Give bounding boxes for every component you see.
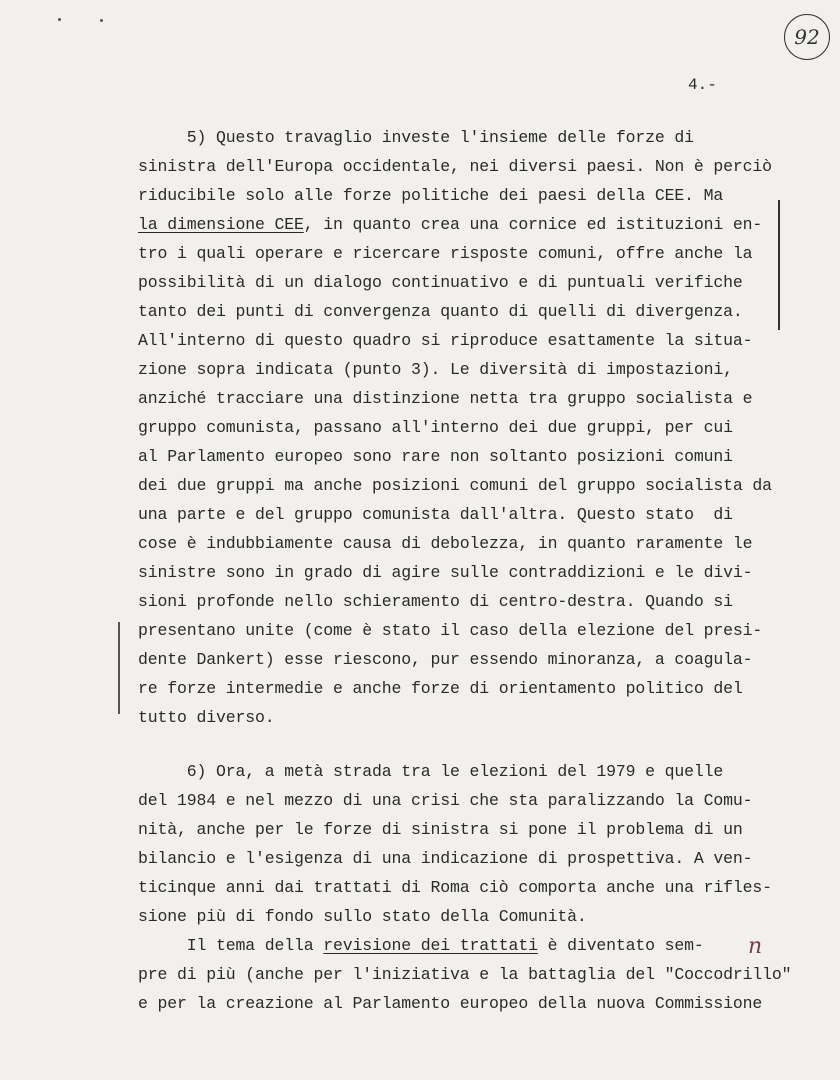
text-line: All'interno di questo quadro si riproduce esattamente la situa-: [138, 331, 753, 350]
text-line: bilancio e l'esigenza di una indicazione di prospettiva. A ven-: [138, 849, 753, 868]
text-line: 5) Questo travaglio investe l'insieme delle forze di: [138, 128, 694, 147]
text-line: sione più di fondo sullo stato della Comunità.: [138, 907, 587, 926]
text-line: ticinque anni dai trattati di Roma ciò comporta anche una rifles-: [138, 878, 772, 897]
text-line: dei due gruppi ma anche posizioni comuni del gruppo socialista da: [138, 476, 772, 495]
text-line: e per la creazione al Parlamento europeo della nuova Commissione: [138, 994, 763, 1013]
text-line: sinistre sono in grado di agire sulle contraddizioni e le divi-: [138, 563, 753, 582]
text-segment: è diventato sem-: [537, 936, 704, 955]
text-line: del 1984 e nel mezzo di una crisi che sta paralizzando la Comu-: [138, 791, 753, 810]
text-line: al Parlamento europeo sono rare non soltanto posizioni comuni: [138, 447, 733, 466]
text-line: gruppo comunista, passano all'interno dei due gruppi, per cui: [138, 418, 733, 437]
text-line: sinistra dell'Europa occidentale, nei diversi paesi. Non è perciò: [138, 157, 772, 176]
text-line: tutto diverso.: [138, 708, 275, 727]
underlined-phrase: revisione dei trattati: [323, 936, 538, 955]
text-segment: Il tema della: [138, 936, 324, 955]
text-line: sioni profonde nello schieramento di centro-destra. Quando si: [138, 592, 733, 611]
text-segment: , in quanto crea una cornice ed istituzioni en-: [303, 215, 763, 234]
handwritten-margin-note: n: [748, 934, 763, 959]
text-line: possibilità di un dialogo continuativo e di puntuali verifiche: [138, 273, 743, 292]
page-number: 4.-: [688, 76, 717, 94]
text-line: una parte e del gruppo comunista dall'altra. Questo stato di: [138, 505, 733, 524]
text-line: anziché tracciare una distinzione netta tra gruppo socialista e: [138, 389, 753, 408]
text-line: [138, 936, 788, 956]
scan-speck: [100, 19, 103, 22]
text-line: cose è indubbiamente causa di debolezza, in quanto raramente le: [138, 534, 753, 553]
text-line: nità, anche per le forze di sinistra si pone il problema di un: [138, 820, 743, 839]
text-line: pre di più (anche per l'iniziativa e la battaglia del "Coccodrillo": [138, 965, 792, 984]
text-line: presentano unite (come è stato il caso della elezione del presi-: [138, 621, 763, 640]
margin-bar-left: [118, 622, 120, 714]
text-line: tro i quali operare e ricercare risposte comuni, offre anche la: [138, 244, 753, 263]
text-line: dente Dankert) esse riescono, pur essendo minoranza, a coagula-: [138, 650, 753, 669]
margin-bar-right: [778, 200, 780, 330]
text-line: [138, 215, 788, 235]
scan-speck: [58, 18, 61, 21]
text-line: 6) Ora, a metà strada tra le elezioni del 1979 e quelle: [138, 762, 724, 781]
text-line: riducibile solo alle forze politiche dei paesi della CEE. Ma: [138, 186, 724, 205]
underlined-phrase: la dimensione CEE: [138, 215, 304, 234]
archive-stamp-number: 92: [794, 25, 820, 49]
text-line: tanto dei punti di convergenza quanto di quelli di divergenza.: [138, 302, 743, 321]
archive-stamp: [784, 14, 830, 60]
text-line: zione sopra indicata (punto 3). Le diversità di impostazioni,: [138, 360, 733, 379]
text-line: re forze intermedie e anche forze di orientamento politico del: [138, 679, 743, 698]
